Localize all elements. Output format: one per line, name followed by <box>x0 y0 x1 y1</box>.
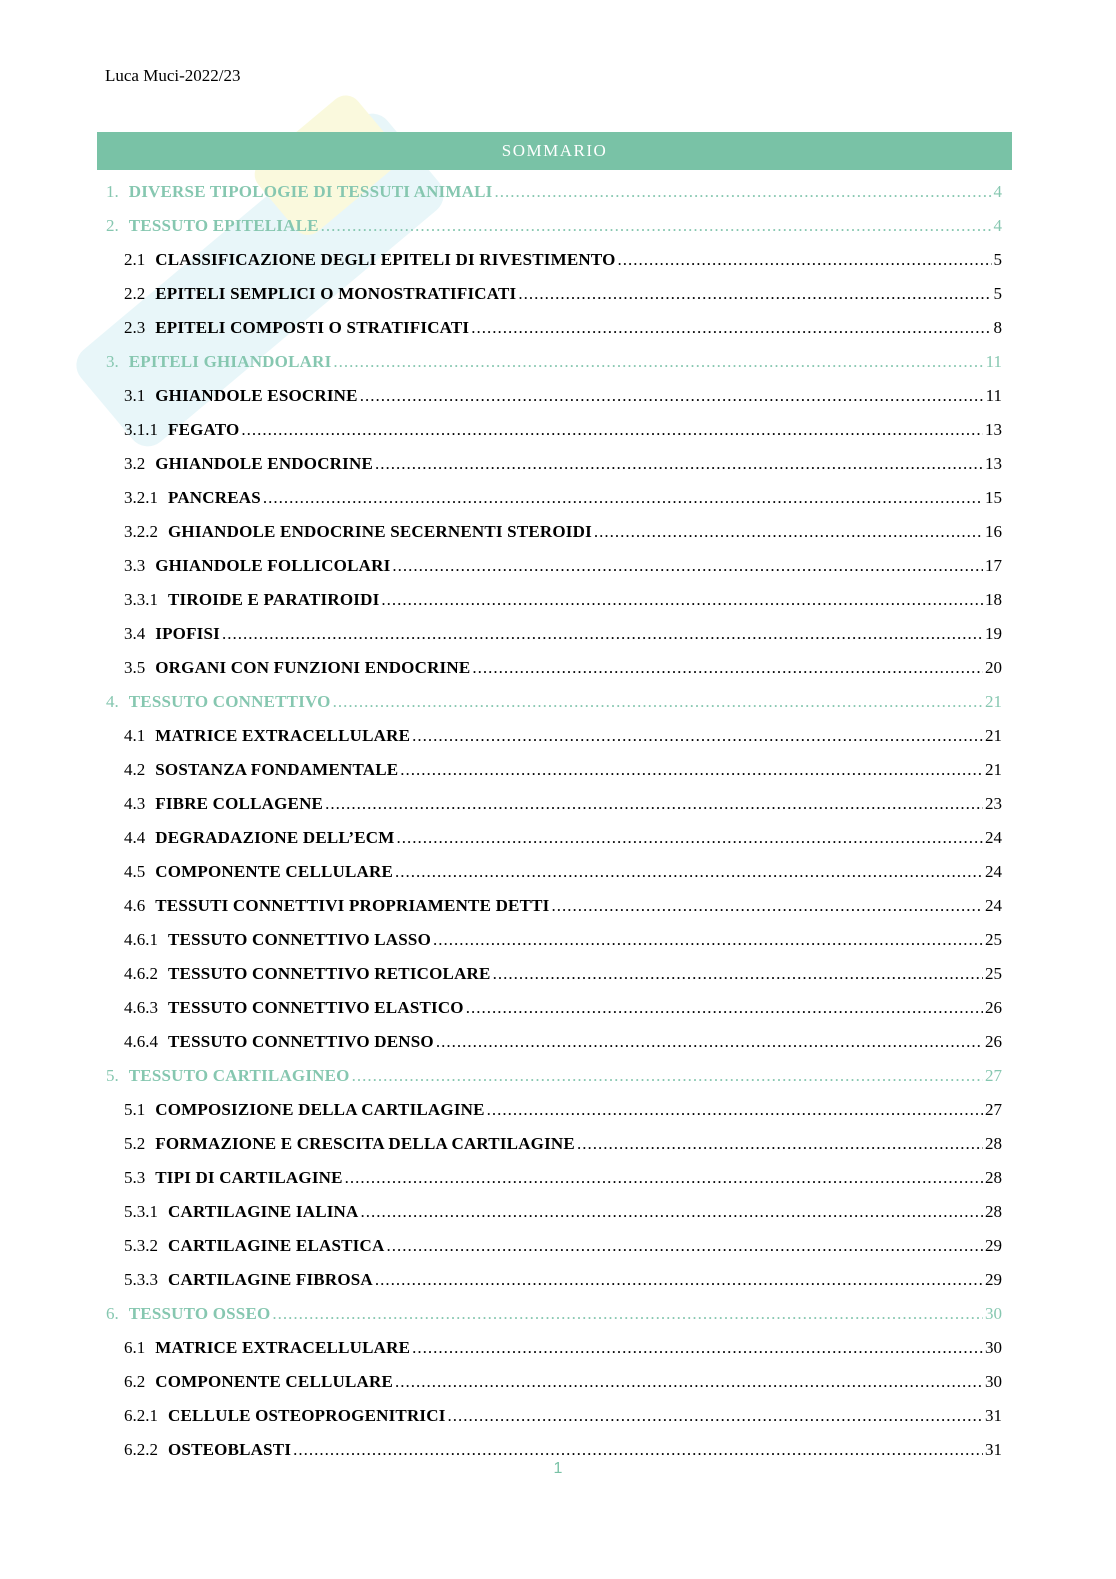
toc-entry[interactable] <box>106 1261 1002 1295</box>
toc-entry-page: 20 <box>985 658 1002 677</box>
toc-dot-leader <box>386 1236 983 1256</box>
toc-entry-number: 5.3.2 <box>124 1236 158 1255</box>
toc-entry-page: 28 <box>985 1168 1002 1187</box>
toc-entry-page: 31 <box>985 1440 1002 1459</box>
toc-dot-leader <box>352 1066 983 1086</box>
toc-entry-title: GHIANDOLE ESOCRINE <box>155 386 358 405</box>
toc-entry[interactable] <box>106 1397 1002 1431</box>
toc-entry-title: PANCREAS <box>168 488 261 507</box>
toc-entry-title: TESSUTO OSSEO <box>128 1304 271 1323</box>
toc-entry-number: 5.1 <box>124 1100 146 1119</box>
toc-entry[interactable] <box>106 921 1002 955</box>
toc-dot-leader <box>397 828 984 848</box>
toc-entry[interactable] <box>106 1023 1002 1057</box>
toc-entry-title: SOSTANZA FONDAMENTALE <box>155 760 399 779</box>
toc-entry[interactable] <box>106 547 1002 581</box>
toc-dot-leader <box>222 624 983 644</box>
toc-dot-leader <box>472 658 983 678</box>
toc-entry-page: 21 <box>985 760 1002 779</box>
toc-entry-number: 3.5 <box>124 658 146 677</box>
toc-entry-number: 4.3 <box>124 794 146 813</box>
toc-entry-page: 28 <box>985 1134 1002 1153</box>
toc-entry-page: 24 <box>985 896 1002 915</box>
toc-entry[interactable] <box>106 1295 1002 1329</box>
toc-entry[interactable] <box>106 717 1002 751</box>
toc-entry[interactable] <box>106 411 1002 445</box>
toc-entry[interactable] <box>106 173 1002 207</box>
toc-entry-title: TIPI DI CARTILAGINE <box>155 1168 343 1187</box>
toc-entry[interactable] <box>106 207 1002 241</box>
toc-entry[interactable] <box>106 1091 1002 1125</box>
toc-dot-leader <box>448 1406 983 1426</box>
toc-entry[interactable] <box>106 479 1002 513</box>
toc-entry-page: 21 <box>985 726 1002 745</box>
toc-entry-title: TIROIDE E PARATIROIDI <box>168 590 380 609</box>
toc-dot-leader <box>375 454 983 474</box>
toc-entry[interactable] <box>106 1125 1002 1159</box>
toc-entry[interactable] <box>106 1363 1002 1397</box>
toc-entry-page: 13 <box>985 454 1002 473</box>
page-number: 1 <box>553 1460 563 1477</box>
toc-title-banner: SOMMARIO <box>97 132 1012 170</box>
toc-dot-leader <box>325 794 983 814</box>
toc-entry-title: CLASSIFICAZIONE DEGLI EPITELI DI RIVESTIMENTO <box>155 250 616 269</box>
toc-entry-page: 19 <box>985 624 1002 643</box>
toc-entry-number: 6.2.2 <box>124 1440 158 1459</box>
toc-entry-number: 4.6 <box>124 896 146 915</box>
toc-entry-title: OSTEOBLASTI <box>168 1440 292 1459</box>
toc-entry[interactable] <box>106 1159 1002 1193</box>
toc-dot-leader <box>400 760 983 780</box>
toc-dot-leader <box>263 488 983 508</box>
toc-entry-page: 28 <box>985 1202 1002 1221</box>
toc-entry[interactable] <box>106 1193 1002 1227</box>
toc-entry-title: TESSUTO CONNETTIVO <box>128 692 331 711</box>
toc-entry-number: 5.2 <box>124 1134 146 1153</box>
toc-entry-page: 11 <box>985 352 1002 371</box>
toc-entry-number: 5.3 <box>124 1168 146 1187</box>
toc-dot-leader <box>381 590 983 610</box>
toc-entry-title: IPOFISI <box>155 624 220 643</box>
toc-dot-leader <box>272 1304 983 1324</box>
toc-entry-number: 2.1 <box>124 250 146 269</box>
toc-entry-page: 30 <box>985 1372 1002 1391</box>
toc-entry-page: 25 <box>985 930 1002 949</box>
toc-dot-leader <box>494 182 991 202</box>
toc-entry-number: 3.3 <box>124 556 146 575</box>
toc-entry-title: EPITELI GHIANDOLARI <box>128 352 332 371</box>
table-of-contents <box>106 173 1002 1465</box>
toc-dot-leader <box>493 964 983 984</box>
toc-entry-title: CARTILAGINE ELASTICA <box>168 1236 385 1255</box>
toc-entry-number: 3. <box>106 352 119 371</box>
toc-dot-leader <box>361 1202 983 1222</box>
toc-entry[interactable] <box>106 853 1002 887</box>
toc-entry[interactable] <box>106 955 1002 989</box>
toc-entry-number: 3.1.1 <box>124 420 158 439</box>
toc-entry-page: 26 <box>985 1032 1002 1051</box>
toc-entry-title: MATRICE EXTRACELLULARE <box>155 1338 411 1357</box>
toc-entry-page: 24 <box>985 862 1002 881</box>
toc-entry-title: TESSUTO CONNETTIVO DENSO <box>168 1032 434 1051</box>
toc-dot-leader <box>345 1168 983 1188</box>
toc-dot-leader <box>594 522 983 542</box>
toc-entry-page: 27 <box>985 1100 1002 1119</box>
toc-entry-title: TESSUTO CONNETTIVO RETICOLARE <box>168 964 491 983</box>
toc-dot-leader <box>293 1440 983 1460</box>
toc-entry-title: GHIANDOLE FOLLICOLARI <box>155 556 391 575</box>
toc-entry-page: 21 <box>985 692 1002 711</box>
toc-entry-title: FORMAZIONE E CRESCITA DELLA CARTILAGINE <box>155 1134 575 1153</box>
toc-entry-title: COMPONENTE CELLULARE <box>155 862 394 881</box>
author-header: Luca Muci-2022/23 <box>105 66 241 85</box>
toc-entry-number: 5. <box>106 1066 119 1085</box>
toc-entry-title: DIVERSE TIPOLOGIE DI TESSUTI ANIMALI <box>128 182 493 201</box>
toc-entry-title: COMPONENTE CELLULARE <box>155 1372 394 1391</box>
toc-entry[interactable] <box>106 615 1002 649</box>
toc-entry-number: 4.6.3 <box>124 998 158 1017</box>
toc-entry-title: TESSUTO CONNETTIVO ELASTICO <box>168 998 464 1017</box>
toc-entry-number: 3.4 <box>124 624 146 643</box>
toc-entry-number: 1. <box>106 182 119 201</box>
toc-entry-page: 5 <box>993 284 1002 303</box>
toc-entry-page: 25 <box>985 964 1002 983</box>
toc-entry[interactable] <box>106 275 1002 309</box>
toc-entry-title: FEGATO <box>168 420 240 439</box>
toc-entry-title: GHIANDOLE ENDOCRINE <box>155 454 373 473</box>
toc-entry-number: 6.2 <box>124 1372 146 1391</box>
toc-entry[interactable] <box>106 343 1002 377</box>
toc-entry-page: 30 <box>985 1304 1002 1323</box>
toc-entry[interactable] <box>106 819 1002 853</box>
toc-entry-number: 4.6.4 <box>124 1032 158 1051</box>
toc-entry-title: CARTILAGINE FIBROSA <box>168 1270 373 1289</box>
toc-entry-number: 3.1 <box>124 386 146 405</box>
toc-entry-number: 4.6.1 <box>124 930 158 949</box>
toc-dot-leader <box>551 896 983 916</box>
toc-dot-leader <box>618 250 992 270</box>
toc-entry-title: GHIANDOLE ENDOCRINE SECERNENTI STEROIDI <box>168 522 592 541</box>
toc-entry-title: CARTILAGINE IALINA <box>168 1202 359 1221</box>
toc-entry-number: 4.2 <box>124 760 146 779</box>
toc-entry-number: 4. <box>106 692 119 711</box>
toc-dot-leader <box>333 352 983 372</box>
toc-entry-number: 2.2 <box>124 284 146 303</box>
toc-entry-page: 30 <box>985 1338 1002 1357</box>
toc-entry-number: 2.3 <box>124 318 146 337</box>
toc-entry-number: 5.3.1 <box>124 1202 158 1221</box>
toc-dot-leader <box>395 1372 983 1392</box>
toc-dot-leader <box>433 930 983 950</box>
toc-entry-number: 3.3.1 <box>124 590 158 609</box>
toc-entry-title: TESSUTO CONNETTIVO LASSO <box>168 930 432 949</box>
toc-entry[interactable] <box>106 377 1002 411</box>
toc-entry-page: 18 <box>985 590 1002 609</box>
toc-entry-title: EPITELI COMPOSTI O STRATIFICATI <box>155 318 470 337</box>
toc-entry-title: CELLULE OSTEOPROGENITRICI <box>168 1406 446 1425</box>
toc-entry-page: 4 <box>993 182 1002 201</box>
toc-dot-leader <box>518 284 991 304</box>
toc-entry-page: 8 <box>993 318 1002 337</box>
toc-entry-title: MATRICE EXTRACELLULARE <box>155 726 411 745</box>
toc-entry-page: 26 <box>985 998 1002 1017</box>
toc-entry-page: 24 <box>985 828 1002 847</box>
toc-entry-number: 6.2.1 <box>124 1406 158 1425</box>
toc-entry-page: 4 <box>993 216 1002 235</box>
toc-entry-page: 11 <box>985 386 1002 405</box>
toc-entry-page: 27 <box>985 1066 1002 1085</box>
toc-entry-page: 17 <box>985 556 1002 575</box>
toc-entry-page: 29 <box>985 1236 1002 1255</box>
toc-entry[interactable] <box>106 1329 1002 1363</box>
toc-dot-leader <box>395 862 983 882</box>
toc-entry-title: TESSUTO EPITELIALE <box>128 216 319 235</box>
toc-entry[interactable] <box>106 989 1002 1023</box>
toc-entry[interactable] <box>106 683 1002 717</box>
toc-dot-leader <box>392 556 983 576</box>
toc-entry-page: 16 <box>985 522 1002 541</box>
toc-entry-number: 3.2.1 <box>124 488 158 507</box>
toc-entry-number: 2. <box>106 216 119 235</box>
toc-entry[interactable] <box>106 581 1002 615</box>
toc-entry-page: 31 <box>985 1406 1002 1425</box>
toc-dot-leader <box>412 1338 983 1358</box>
toc-entry-title: EPITELI SEMPLICI O MONOSTRATIFICATI <box>155 284 517 303</box>
toc-entry[interactable] <box>106 445 1002 479</box>
toc-dot-leader <box>360 386 984 406</box>
toc-dot-leader <box>241 420 983 440</box>
toc-entry-page: 29 <box>985 1270 1002 1289</box>
toc-entry-number: 4.1 <box>124 726 146 745</box>
toc-entry[interactable] <box>106 513 1002 547</box>
toc-dot-leader <box>375 1270 983 1290</box>
toc-entry-title: TESSUTI CONNETTIVI PROPRIAMENTE DETTI <box>155 896 550 915</box>
toc-entry-number: 4.6.2 <box>124 964 158 983</box>
toc-entry-number: 6. <box>106 1304 119 1323</box>
toc-entry-number: 5.3.3 <box>124 1270 158 1289</box>
toc-entry[interactable] <box>106 649 1002 683</box>
toc-dot-leader <box>466 998 983 1018</box>
toc-dot-leader <box>487 1100 983 1120</box>
toc-dot-leader <box>412 726 983 746</box>
toc-dot-leader <box>471 318 991 338</box>
toc-entry-number: 4.4 <box>124 828 146 847</box>
toc-entry-page: 15 <box>985 488 1002 507</box>
toc-entry-number: 6.1 <box>124 1338 146 1357</box>
toc-entry[interactable] <box>106 1227 1002 1261</box>
toc-entry-number: 4.5 <box>124 862 146 881</box>
toc-dot-leader <box>436 1032 983 1052</box>
toc-entry-title: TESSUTO CARTILAGINEO <box>128 1066 350 1085</box>
toc-entry-number: 3.2.2 <box>124 522 158 541</box>
toc-dot-leader <box>577 1134 983 1154</box>
toc-entry-page: 13 <box>985 420 1002 439</box>
toc-entry[interactable] <box>106 1057 1002 1091</box>
toc-entry-page: 5 <box>993 250 1002 269</box>
toc-entry-number: 3.2 <box>124 454 146 473</box>
toc-entry-title: DEGRADAZIONE DELL’ECM <box>155 828 395 847</box>
toc-entry-title: FIBRE COLLAGENE <box>155 794 324 813</box>
toc-entry[interactable] <box>106 887 1002 921</box>
toc-entry[interactable] <box>106 751 1002 785</box>
toc-entry-title: ORGANI CON FUNZIONI ENDOCRINE <box>155 658 471 677</box>
toc-entry[interactable] <box>106 241 1002 275</box>
toc-entry[interactable] <box>106 309 1002 343</box>
toc-entry-title: COMPOSIZIONE DELLA CARTILAGINE <box>155 1100 485 1119</box>
toc-dot-leader <box>321 216 992 236</box>
toc-entry[interactable] <box>106 785 1002 819</box>
toc-dot-leader <box>333 692 983 712</box>
toc-entry-page: 23 <box>985 794 1002 813</box>
